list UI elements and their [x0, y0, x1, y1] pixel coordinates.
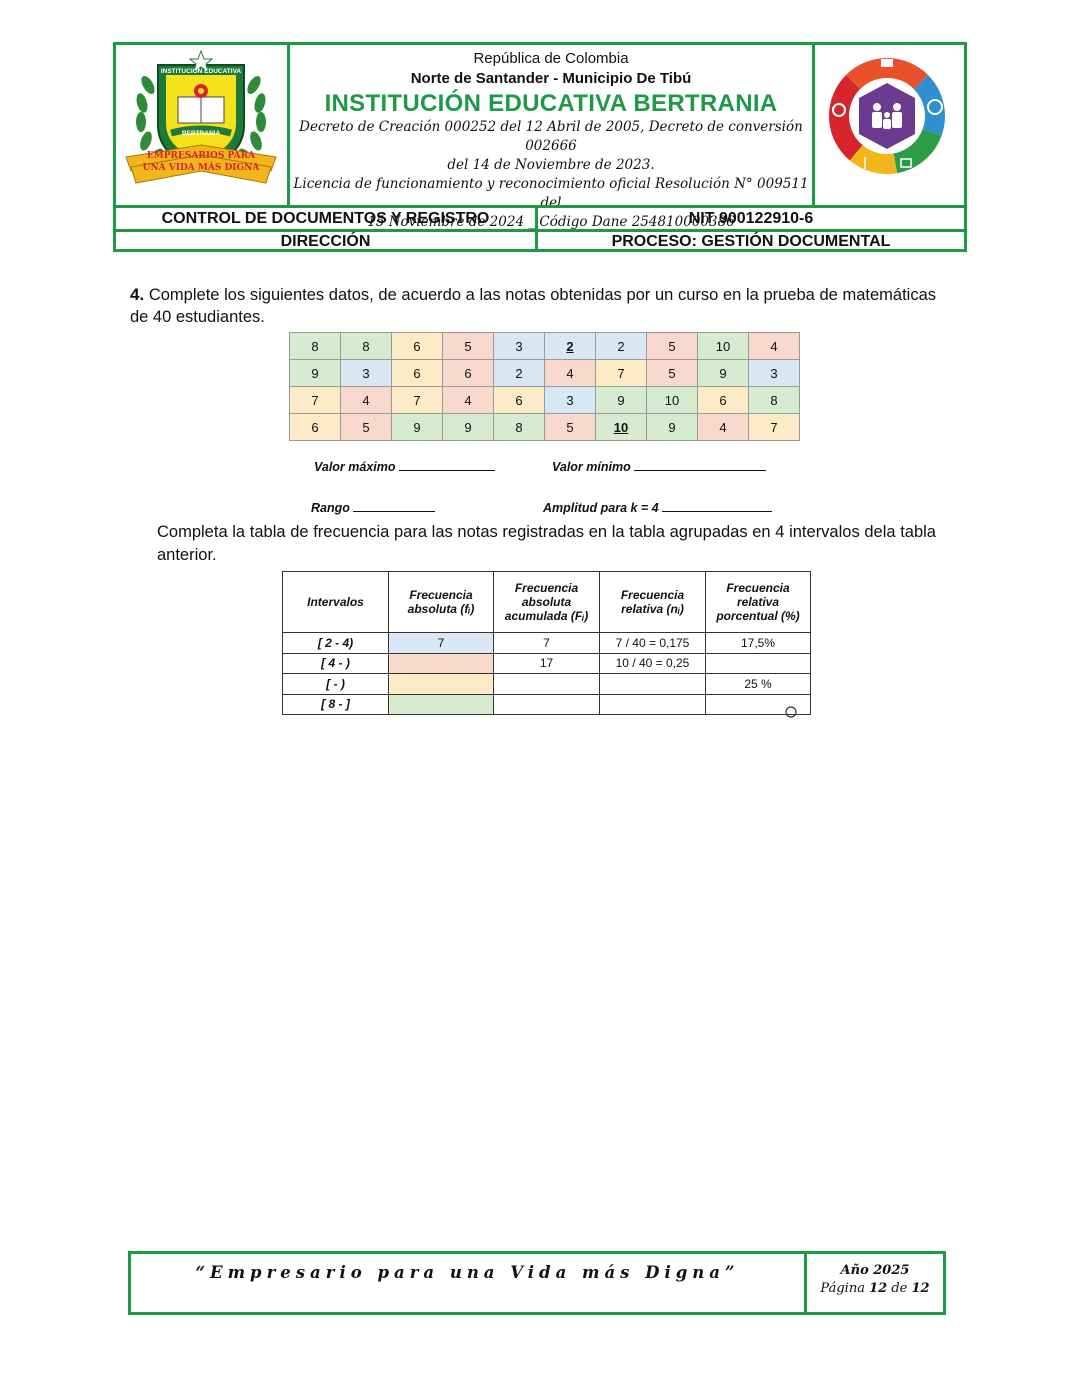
grade-cell: 6 [698, 387, 749, 414]
frequency-cell: 7 [494, 633, 600, 654]
header-row-1 [116, 205, 964, 229]
grade-cell: 5 [647, 333, 698, 360]
max-value-field [314, 458, 495, 474]
wheel-segment [839, 82, 856, 153]
circle-mark-icon [784, 705, 798, 719]
school-crest [116, 45, 290, 205]
process-wheel-icon [815, 45, 960, 201]
frequency-row [283, 633, 811, 654]
nit-label: NIT 900122910-6 [688, 210, 814, 227]
grades-row [290, 414, 800, 441]
frequency-header-cell: Frecuencia absoluta (fᵢ) [389, 572, 494, 633]
crest-logo-icon [116, 45, 286, 201]
grade-cell: 2 [545, 333, 596, 360]
rango-label: Rango [311, 501, 350, 515]
grade-cell: 4 [443, 387, 494, 414]
grade-cell: 6 [392, 360, 443, 387]
grade-cell: 9 [290, 360, 341, 387]
process-wheel [815, 45, 964, 205]
document-header [113, 42, 967, 252]
wheel-segment [853, 68, 921, 82]
license-line-1: Licencia de funcionamiento y reconocimiento oficial Resolución N° 009511 del [293, 176, 809, 211]
grades-row [290, 333, 800, 360]
amplitud-blank[interactable] [662, 499, 772, 512]
frequency-instructions: Completa la tabla de frecuencia para las notas registradas en la tabla agrupadas en 4 intervalos dela tabla anterior. [157, 523, 936, 564]
grade-cell: 10 [698, 333, 749, 360]
frequency-row [283, 694, 811, 715]
grade-cell: 9 [392, 414, 443, 441]
grade-cell: 4 [749, 333, 800, 360]
grade-cell: 10 [596, 414, 647, 441]
rango-field [311, 499, 435, 515]
page-total: 12 [911, 1281, 930, 1296]
crest-banner-line-1: EMPRESARIOS PARA [146, 151, 256, 161]
grade-cell: 3 [494, 333, 545, 360]
grade-cell: 9 [698, 360, 749, 387]
question-text [130, 284, 936, 328]
frequency-cell: [ - ) [283, 674, 389, 695]
grade-cell: 8 [749, 387, 800, 414]
footer-slogan: “Empresario para una Vida más Digna” [195, 1263, 740, 1282]
frequency-row [283, 674, 811, 695]
max-value-label: Valor máximo [314, 460, 396, 474]
frequency-cell[interactable] [494, 694, 600, 715]
amplitud-label: Amplitud para k = 4 [543, 501, 659, 515]
grade-cell: 7 [392, 387, 443, 414]
footer-page-cell [807, 1254, 943, 1312]
min-value-label: Valor mínimo [552, 460, 631, 474]
country-line: República de Colombia [473, 50, 629, 67]
grade-cell: 9 [647, 414, 698, 441]
frequency-header-cell: Frecuencia absoluta acumulada (Fᵢ) [494, 572, 600, 633]
grade-cell: 5 [443, 333, 494, 360]
min-value-field [552, 458, 766, 474]
wheel-segment [856, 153, 895, 164]
grade-cell: 2 [494, 360, 545, 387]
grade-cell: 7 [749, 414, 800, 441]
rango-blank[interactable] [353, 499, 435, 512]
grade-cell: 3 [749, 360, 800, 387]
region-line: Norte de Santander - Municipio De Tibú [410, 70, 692, 87]
grade-cell: 3 [341, 360, 392, 387]
decree-line-1: Decreto de Creación 000252 del 12 Abril de 2005, Decreto de conversión 002666 [299, 119, 803, 154]
grade-cell: 8 [341, 333, 392, 360]
frequency-cell[interactable] [389, 694, 494, 715]
grade-cell: 5 [647, 360, 698, 387]
page-number: 12 [869, 1281, 888, 1296]
decree-line-2: del 14 de Noviembre de 2023. [447, 157, 655, 173]
grade-cell: 5 [341, 414, 392, 441]
license-line-2: 15 Noviembre de 2024 _ Código Dane 254810000386 [367, 214, 735, 230]
crest-mid-text: BERTRANIA [181, 130, 221, 137]
grade-cell: 2 [596, 333, 647, 360]
frequency-cell[interactable] [389, 674, 494, 695]
header-row-2 [116, 229, 964, 249]
footer-year: Año 2025 [840, 1263, 910, 1278]
frequency-cell: 10 / 40 = 0,25 [600, 653, 706, 674]
grade-cell: 6 [290, 414, 341, 441]
control-label: CONTROL DE DOCUMENTOS Y REGISTRO [116, 208, 538, 229]
grade-cell: 3 [545, 387, 596, 414]
crest-top-text: INSTITUCION EDUCATIVA [160, 68, 242, 75]
frequency-header-cell: Frecuencia relativa porcentual (%) [706, 572, 811, 633]
frequency-row [283, 653, 811, 674]
grade-cell: 4 [545, 360, 596, 387]
frequency-cell: 7 / 40 = 0,175 [600, 633, 706, 654]
page-sep: de [891, 1281, 908, 1296]
frequency-cell[interactable] [389, 653, 494, 674]
proceso-label: PROCESO: GESTIÓN DOCUMENTAL [611, 233, 891, 250]
amplitud-field [543, 499, 772, 515]
frequency-cell: 17 [494, 653, 600, 674]
frequency-cell: [ 4 - ) [283, 653, 389, 674]
frequency-cell: [ 2 - 4) [283, 633, 389, 654]
book-icon [881, 59, 893, 67]
frequency-cell: 17,5% [706, 633, 811, 654]
grade-cell: 4 [341, 387, 392, 414]
grade-cell: 6 [392, 333, 443, 360]
frequency-cell[interactable] [706, 653, 811, 674]
frequency-header-cell: Frecuencia relativa (nᵢ) [600, 572, 706, 633]
footer-page [807, 1281, 943, 1296]
grade-cell: 7 [290, 387, 341, 414]
grades-row [290, 387, 800, 414]
min-value-blank[interactable] [634, 458, 766, 471]
grade-cell: 8 [290, 333, 341, 360]
frequency-cell: [ 8 - ] [283, 694, 389, 715]
frequency-table [282, 571, 811, 715]
question-body: Complete los siguientes datos, de acuerdo a las notas obtenidas por un curso en la prueba de matemáticas de 40 estudiantes. [130, 286, 936, 326]
question-number: 4. [130, 285, 145, 304]
frequency-cell[interactable] [600, 694, 706, 715]
frequency-cell: 7 [389, 633, 494, 654]
frequency-cell[interactable] [600, 674, 706, 695]
direccion-label: DIRECCIÓN [116, 232, 538, 249]
document-footer [128, 1251, 946, 1315]
max-value-blank[interactable] [399, 458, 495, 471]
grades-row [290, 360, 800, 387]
institution-name: INSTITUCIÓN EDUCATIVA BERTRANIA [324, 90, 778, 117]
grade-cell: 5 [545, 414, 596, 441]
grades-grid [289, 332, 800, 441]
frequency-cell: 25 % [706, 674, 811, 695]
grade-cell: 6 [443, 360, 494, 387]
footer-slogan-cell [131, 1254, 807, 1312]
grade-cell: 9 [596, 387, 647, 414]
grade-cell: 7 [596, 360, 647, 387]
grade-cell: 10 [647, 387, 698, 414]
grade-cell: 4 [698, 414, 749, 441]
frequency-header-cell: Intervalos [283, 572, 389, 633]
page-prefix: Página [820, 1281, 865, 1296]
grade-cell: 8 [494, 414, 545, 441]
frequency-cell[interactable] [494, 674, 600, 695]
crest-banner-line-2: UNA VIDA MÁS DIGNA [142, 163, 260, 173]
grade-cell: 6 [494, 387, 545, 414]
frequency-table-header [283, 572, 811, 633]
grade-cell: 9 [443, 414, 494, 441]
